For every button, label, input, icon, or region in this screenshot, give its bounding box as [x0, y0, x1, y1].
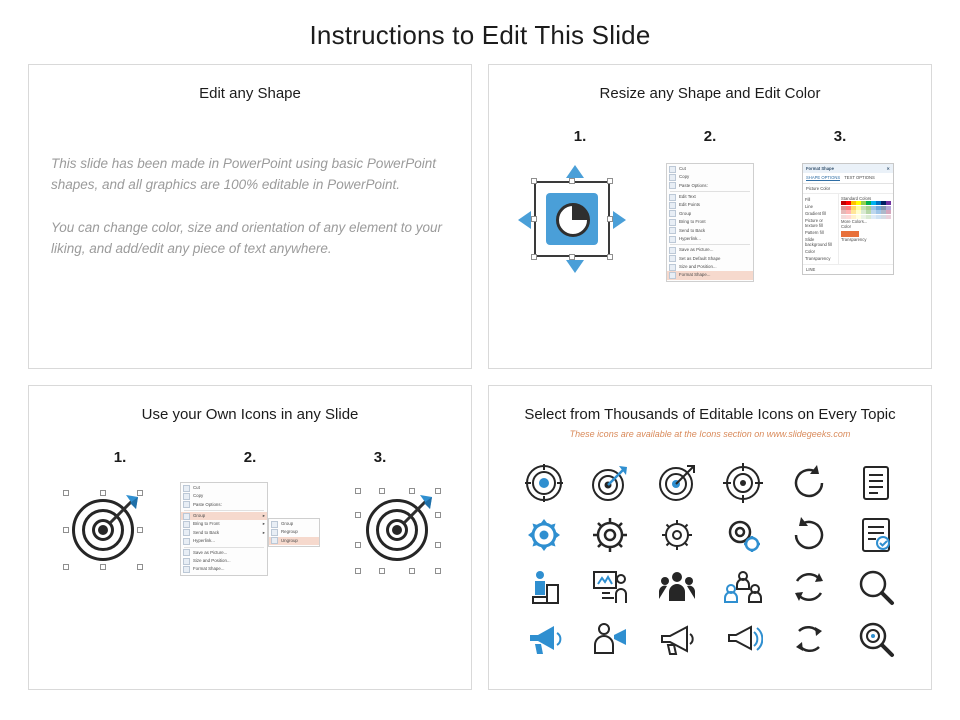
menu-item-bring-to-front[interactable]: Bring to Front ▸: [181, 520, 267, 528]
panel-edit-any-shape: [28, 64, 472, 369]
hyperlink-icon: [669, 236, 676, 243]
group-icon: [183, 513, 190, 520]
panel-title-edit-shape: Edit any Shape: [199, 85, 301, 102]
menu-item-edit-text[interactable]: Edit Text: [667, 193, 753, 201]
option-pattern-fill[interactable]: Pattern fill: [805, 230, 824, 235]
save-picture-icon: [183, 549, 190, 556]
menu-item-cut[interactable]: Cut: [181, 484, 267, 492]
format-pane-options-list: [803, 194, 839, 264]
hyperlink-icon: [183, 538, 190, 545]
edit-shape-paragraph-2: You can change color, size and orientation of any element to your liking, and add/edit any piece of text anywhere.: [51, 219, 443, 256]
send-back-icon: [669, 227, 676, 234]
size-position-icon: [669, 264, 676, 271]
panel-own-icons: [28, 385, 472, 690]
target-crosshair-icon[interactable]: [719, 459, 767, 507]
format-shape-pane: [802, 163, 894, 275]
group-icon: [271, 521, 278, 528]
format-shape-pane-screenshot: [783, 163, 913, 275]
format-shape-icon: [183, 566, 190, 573]
gear-blue-icon[interactable]: [520, 511, 568, 559]
shape-handles-illustration: [507, 163, 637, 275]
bullhorn-icon[interactable]: [653, 615, 701, 663]
panel-grid: [28, 64, 932, 692]
menu-item-bring-to-front[interactable]: Bring to Front: [667, 218, 753, 226]
edit-text-icon: [669, 194, 676, 201]
submenu-item-ungroup[interactable]: Ungroup: [269, 537, 319, 545]
step-number-3: 3.: [373, 449, 387, 466]
context-menu-screenshot: [645, 163, 775, 282]
submenu-item-group[interactable]: Group: [269, 520, 319, 528]
cut-icon: [183, 485, 190, 492]
label-standard-colors: Standard Colors: [841, 196, 872, 201]
refresh-arrow-icon[interactable]: [785, 459, 833, 507]
step-number-2: 2.: [703, 128, 717, 145]
menu-item-copy[interactable]: Copy: [667, 173, 753, 181]
send-back-icon: [183, 529, 190, 536]
own-icons-step-numbers: [29, 449, 471, 466]
loudspeaker-icon[interactable]: [719, 615, 767, 663]
copy-icon: [183, 493, 190, 500]
save-picture-icon: [669, 247, 676, 254]
panel-title-own-icons: Use your Own Icons in any Slide: [141, 406, 359, 423]
menu-item-send-to-back[interactable]: Send to Back: [667, 227, 753, 235]
gear-outline-icon[interactable]: [586, 511, 634, 559]
menu-item-group[interactable]: Group ▸: [181, 512, 267, 520]
bring-front-icon: [669, 219, 676, 226]
group-submenu: [268, 518, 320, 547]
label-transparency: Transparency: [841, 236, 867, 242]
option-transparency[interactable]: Transparency: [805, 256, 831, 261]
format-pane-tabs: [803, 173, 893, 184]
label-color: Color: [841, 223, 852, 229]
cycle-arrows-icon[interactable]: [785, 563, 833, 611]
option-line[interactable]: Line: [805, 204, 813, 209]
resize-screenshots: [489, 163, 931, 282]
option-fill[interactable]: Fill: [805, 197, 811, 202]
menu-item-format-shape[interactable]: Format Shape...: [181, 565, 267, 573]
context-menu: [666, 163, 754, 282]
format-pane-body: [803, 194, 893, 264]
group-people-icon[interactable]: [653, 563, 701, 611]
size-position-icon: [183, 558, 190, 565]
resize-step-numbers: [489, 128, 931, 145]
step-number-3: 3.: [833, 128, 847, 145]
menu-item-paste-options[interactable]: Paste Options:: [181, 501, 267, 509]
panel-subtitle-icon-library: These icons are available at the Icons section on www.slidegeeks.com: [569, 429, 851, 439]
format-pane-color-picker: [839, 194, 893, 264]
default-shape-icon: [669, 255, 676, 262]
target-dart-icon: [72, 499, 134, 561]
panel-resize-shape: [488, 64, 932, 369]
menu-item-size-and-position[interactable]: Size and Position...: [667, 263, 753, 271]
menu-separator: [670, 244, 750, 245]
regroup-icon: [271, 529, 278, 536]
gear-settings-icon[interactable]: [653, 511, 701, 559]
menu-item-hyperlink[interactable]: Hyperlink...: [181, 537, 267, 545]
megaphone-icon[interactable]: [520, 615, 568, 663]
menu-separator: [184, 510, 264, 511]
menu-item-paste-options[interactable]: Paste Options:: [667, 182, 753, 190]
panel-title-resize-shape: Resize any Shape and Edit Color: [599, 85, 821, 102]
edit-shape-paragraph-1: This slide has been made in PowerPoint using basic PowerPoint shapes, and all graphics are 100% editable in PowerPoint.: [51, 156, 436, 192]
document-list-icon[interactable]: [852, 459, 900, 507]
menu-item-set-default-shape[interactable]: Set as Default Shape: [667, 255, 753, 263]
option-slide-background-fill[interactable]: Slide background fill: [805, 237, 833, 247]
target-arrow-icon[interactable]: [653, 459, 701, 507]
step-number-1: 1.: [113, 449, 127, 466]
context-menu: [180, 482, 268, 576]
arrow-right-icon: [613, 211, 626, 229]
target-circle-icon[interactable]: [520, 459, 568, 507]
target-selected-illustration: [43, 482, 163, 578]
menu-item-hyperlink[interactable]: Hyperlink...: [667, 235, 753, 243]
team-people-icon[interactable]: [719, 563, 767, 611]
presentation-person-icon[interactable]: [586, 563, 634, 611]
circular-arrows-icon[interactable]: [785, 615, 833, 663]
shape-circle: [556, 203, 590, 237]
cut-icon: [669, 166, 676, 173]
step-number-2: 2.: [243, 449, 257, 466]
menu-item-send-to-back[interactable]: Send to Back ▸: [181, 529, 267, 537]
close-icon[interactable]: ✕: [886, 166, 890, 171]
menu-separator: [670, 191, 750, 192]
arrow-up-icon: [566, 165, 584, 178]
option-picture-fill[interactable]: Picture or texture fill: [805, 218, 823, 228]
dart-arrow-icon: [400, 493, 434, 527]
edit-points-icon: [669, 202, 676, 209]
own-icons-screenshots: [29, 482, 471, 578]
paste-icon: [183, 501, 190, 508]
menu-item-group[interactable]: Group: [667, 210, 753, 218]
format-shape-icon: [669, 272, 676, 279]
person-podium-icon[interactable]: [520, 563, 568, 611]
tab-text-options[interactable]: TEXT OPTIONS: [844, 175, 875, 180]
target-dart-icon[interactable]: [586, 459, 634, 507]
page-title: Instructions to Edit This Slide: [309, 20, 651, 50]
magnifier-icon[interactable]: [852, 563, 900, 611]
format-pane-section-title: Picture Color: [803, 184, 893, 194]
menu-item-edit-points[interactable]: Edit Points: [667, 201, 753, 209]
checklist-icon[interactable]: [852, 511, 900, 559]
option-gradient-fill[interactable]: Gradient fill: [805, 211, 827, 216]
menu-item-save-as-picture[interactable]: Save as Picture...: [667, 246, 753, 254]
copy-icon: [669, 174, 676, 181]
arrow-down-icon: [566, 260, 584, 273]
menu-item-format-shape[interactable]: Format Shape...: [667, 271, 753, 279]
submenu-item-regroup[interactable]: Regroup: [269, 528, 319, 536]
dart-arrow-icon: [106, 493, 140, 527]
label-more-colors[interactable]: More Colors...: [841, 218, 868, 224]
step-number-1: 1.: [573, 128, 587, 145]
option-color[interactable]: Color: [805, 249, 816, 254]
reload-arrow-icon[interactable]: [785, 511, 833, 559]
panel-icon-library: [488, 385, 932, 690]
menu-item-size-and-position[interactable]: Size and Position...: [181, 557, 267, 565]
label-line-section[interactable]: LINE: [803, 264, 893, 274]
ungroup-icon: [271, 537, 278, 544]
icon-gallery: [489, 445, 931, 673]
target-ungrouped-illustration: [337, 482, 457, 578]
format-pane-header: Format Shape ✕: [803, 164, 893, 173]
ungroup-menu-screenshot: [163, 482, 338, 576]
panel-title-icon-library: Select from Thousands of Editable Icons on Every Topic: [524, 406, 896, 423]
group-icon: [669, 210, 676, 217]
target-dart-icon: [366, 499, 428, 561]
tab-shape-options[interactable]: SHAPE OPTIONS: [806, 175, 841, 180]
arrow-left-icon: [518, 211, 531, 229]
menu-separator: [184, 547, 264, 548]
menu-item-cut[interactable]: Cut: [667, 165, 753, 173]
search-target-icon[interactable]: [852, 615, 900, 663]
menu-item-copy[interactable]: Copy: [181, 492, 267, 500]
paste-icon: [669, 182, 676, 189]
gear-cog-icon[interactable]: [719, 511, 767, 559]
bring-front-icon: [183, 521, 190, 528]
person-speaker-icon[interactable]: [586, 615, 634, 663]
color-swatch-grid[interactable]: [841, 201, 891, 219]
menu-item-save-as-picture[interactable]: Save as Picture...: [181, 549, 267, 557]
